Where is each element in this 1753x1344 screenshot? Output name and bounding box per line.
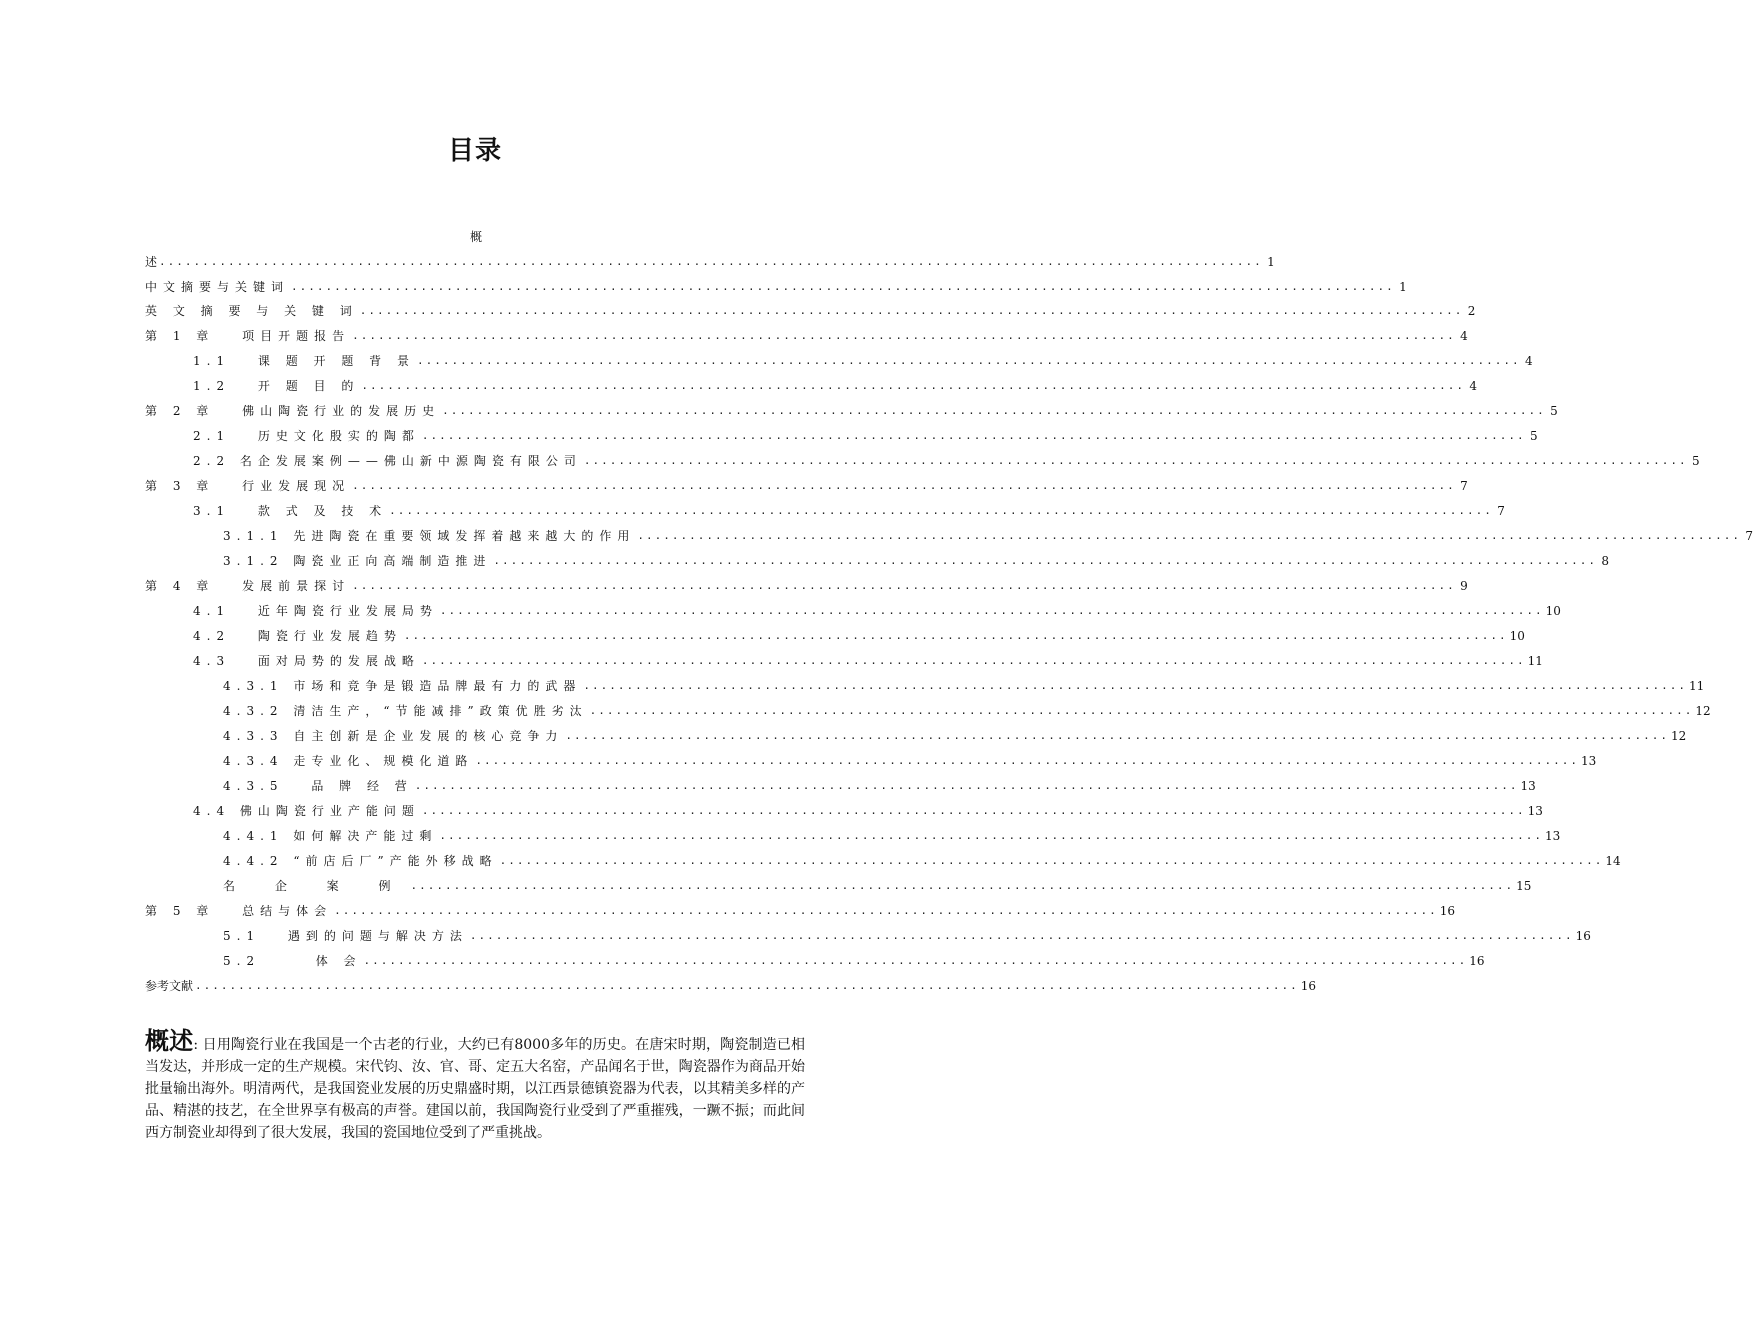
toc-leader: ................................................................................................................................ (352, 479, 1456, 492)
toc-entry[interactable] (223, 527, 1753, 545)
toc-entry-label: 5.2 体 会 (223, 954, 362, 968)
toc-entry-page: 1 (1267, 255, 1275, 269)
toc-entry-page: 13 (1527, 804, 1543, 818)
toc-entry-label: 2.1 历史文化殷实的陶都 (193, 429, 420, 443)
toc-entry-page: 10 (1545, 604, 1561, 618)
toc-leader: ................................................................................................................................ (389, 504, 1493, 517)
toc-entry-label: 4.3.2 清洁生产，“节能减排”政策优胜劣汰 (223, 704, 588, 718)
toc-entry-page: 13 (1581, 754, 1597, 768)
toc-entry-label: 4.4 佛山陶瓷行业产能问题 (193, 804, 420, 818)
toc-leader: ................................................................................................................................ (363, 954, 1468, 967)
toc-entry-page: 16 (1575, 929, 1591, 943)
toc-entry-label: 2.2 名企发展案例——佛山新中源陶瓷有限公司 (193, 454, 582, 468)
toc-entry[interactable] (145, 327, 1468, 345)
toc-entry-label: 名 企 案 例 (223, 879, 409, 893)
toc-leader: ................................................................................................................................ (361, 379, 1466, 392)
toc-entry-page: 5 (1529, 429, 1538, 443)
toc-entry-page: 5 (1550, 404, 1558, 418)
overview-paragraph (145, 1027, 806, 1144)
toc-entry-label: 4.1 近年陶瓷行业发展局势 (193, 604, 438, 618)
toc-entry[interactable] (223, 827, 1561, 845)
toc-leader: ................................................................................................................................ (291, 280, 1395, 293)
toc-first-line: 概 (470, 230, 483, 244)
toc-leader: ................................................................................................................................ (334, 904, 1438, 917)
toc-entry-page: 16 (1300, 979, 1316, 993)
toc-entry-label: 第 4 章 发展前景探讨 (145, 579, 351, 593)
toc-entry[interactable] (193, 502, 1505, 520)
toc-leader: ................................................................................................................................ (499, 854, 1604, 867)
toc-entry-page: 1 (1399, 280, 1407, 294)
toc-entry-page: 8 (1601, 554, 1610, 568)
toc-entry-label: 4.4.1 如何解决产能过剩 (223, 829, 438, 843)
toc-entry-page: 12 (1695, 704, 1711, 718)
toc-entry[interactable] (223, 952, 1485, 970)
overview-text: : 日用陶瓷行业在我国是一个古老的行业，大约已有8000多年的历史。在唐宋时期，陶瓷制造已相当发达，并形成一定的生产规模。宋代钧、汝、官、哥、定五大名窑，产品闻名于世，陶瓷器作为商品开始批量输出海外。明清两代，是我国瓷业发展的历史鼎盛时期，以江西景德镇瓷器为代表，以其精美多样的产品、精湛的技艺，在全世界享有极高的声誉。建国以前，我国陶瓷行业受到了严重摧残，一蹶不振；而此间西方制瓷业却得到了很大发展，我国的瓷国地位受到了严重挑战。 (145, 1037, 806, 1141)
toc-entry-page: 7 (1497, 504, 1505, 518)
toc-leader: ................................................................................................................................ (159, 255, 1263, 268)
toc-leader: ................................................................................................................................ (403, 629, 1508, 642)
toc-entry[interactable] (223, 777, 1536, 795)
toc-entry[interactable] (193, 352, 1533, 370)
toc-entry[interactable] (145, 302, 1476, 320)
toc-entry-page: 10 (1509, 629, 1525, 643)
toc-entry-page: 15 (1516, 879, 1532, 893)
toc-leader: ................................................................................................................................ (442, 404, 1546, 417)
toc-entry[interactable] (193, 602, 1561, 620)
toc-entry-label: 5.1 遇到的问题与解决方法 (223, 929, 468, 943)
toc-leader: ................................................................................................................................ (475, 754, 1580, 767)
toc-entry-page: 14 (1605, 854, 1621, 868)
toc-entry-label: 第 3 章 行业发展现况 (145, 479, 351, 493)
toc-entry-label: 第 2 章 佛山陶瓷行业的发展历史 (145, 404, 441, 418)
toc-entry-page: 5 (1691, 454, 1700, 468)
toc-entry[interactable] (193, 802, 1543, 820)
toc-entry-page: 12 (1671, 729, 1687, 743)
toc-entry[interactable] (223, 877, 1532, 895)
toc-leader: ................................................................................................................................ (352, 329, 1456, 342)
toc-leader: ................................................................................................................................ (583, 454, 1688, 467)
toc-entry-label: 参考文献 (145, 979, 194, 993)
toc-entry[interactable] (223, 552, 1610, 570)
toc-leader: ................................................................................................................................ (421, 804, 1526, 817)
toc-entry[interactable] (223, 702, 1711, 720)
toc-leader: ................................................................................................................................ (583, 679, 1688, 692)
toc-entry-page: 9 (1460, 579, 1468, 593)
toc-entry-label: 3.1.1 先进陶瓷在重要领域发挥着越来越大的作用 (223, 529, 636, 543)
toc-entry-label: 4.3.5 品 牌 经 营 (223, 779, 413, 793)
toc-entry-label: 3.1.2 陶瓷业正向高端制造推进 (223, 554, 492, 568)
toc-entry-page: 7 (1460, 479, 1468, 493)
toc-entry-label: 3.1 款 式 及 技 术 (193, 504, 388, 518)
page-title: 目录 (447, 136, 502, 166)
toc-leader: ................................................................................................................................ (410, 879, 1515, 892)
toc-entry[interactable] (145, 977, 1316, 995)
toc-leader: ................................................................................................................................ (439, 604, 1544, 617)
toc-entry-label: 4.3.4 走专业化、规模化道路 (223, 754, 474, 768)
toc-entry-page: 4 (1469, 379, 1478, 393)
toc-entry[interactable] (145, 278, 1407, 296)
toc-leader: ................................................................................................................................ (637, 529, 1742, 542)
toc-leader: ................................................................................................................................ (414, 779, 1519, 792)
toc-entry-page: 11 (1527, 654, 1543, 668)
toc-entry[interactable] (193, 627, 1525, 645)
toc-entry-page: 2 (1467, 304, 1476, 318)
toc-entry[interactable] (193, 652, 1543, 670)
overview-heading: 概述 (145, 1027, 194, 1055)
toc-entry-label: 英 文 摘 要 与 关 键 词 (145, 304, 358, 318)
toc-entry-label: 4.4.2 “前店后厂”产能外移战略 (223, 854, 498, 868)
toc-entry[interactable] (223, 752, 1597, 770)
toc-entry-page: 4 (1525, 354, 1533, 368)
toc-entry-label: 4.3 面对局势的发展战略 (193, 654, 420, 668)
toc-entry-page: 13 (1545, 829, 1561, 843)
toc-entry-label: 1.1 课 题 开 题 背 景 (193, 354, 415, 368)
toc-entry-label: 第 1 章 项目开题报告 (145, 329, 351, 343)
overview-section (145, 1027, 806, 1144)
toc-entry-label: 1.2 开 题 目 的 (193, 379, 360, 393)
toc-entry-page: 11 (1689, 679, 1705, 693)
toc-entry[interactable] (193, 452, 1700, 470)
toc-entry[interactable] (145, 477, 1468, 495)
toc-entry-label: 4.3.1 市场和竞争是锻造品牌最有力的武器 (223, 679, 582, 693)
toc-entry-label: 第 5 章 总结与体会 (145, 904, 333, 918)
toc-leader: ................................................................................................................................ (469, 929, 1574, 942)
toc-entry-page: 7 (1745, 529, 1753, 543)
toc-leader: ................................................................................................................................ (421, 429, 1526, 442)
toc-entry-label: 4.2 陶瓷行业发展趋势 (193, 629, 402, 643)
toc-entry[interactable] (193, 377, 1478, 395)
toc-entry[interactable] (223, 852, 1621, 870)
toc-entry[interactable] (145, 253, 1275, 271)
toc-leader: ................................................................................................................................ (493, 554, 1598, 567)
toc-entry[interactable] (145, 902, 1456, 920)
toc-entry-page: 16 (1439, 904, 1456, 918)
toc-entry[interactable] (223, 677, 1705, 695)
toc-leader: ................................................................................................................................ (589, 704, 1694, 717)
toc-entry[interactable] (223, 927, 1591, 945)
toc-entry-label: 4.3.3 自主创新是企业发展的核心竞争力 (223, 729, 564, 743)
toc-entry-page: 16 (1469, 954, 1485, 968)
toc-leader: ................................................................................................................................ (352, 579, 1456, 592)
toc-entry-page: 13 (1520, 779, 1536, 793)
toc-leader: ................................................................................................................................ (359, 304, 1464, 317)
toc-leader: ................................................................................................................................ (416, 354, 1521, 367)
toc-entry-page: 4 (1460, 329, 1468, 343)
toc-entry[interactable] (145, 577, 1468, 595)
toc-leader: ................................................................................................................................ (565, 729, 1670, 742)
toc-entry-label: 中文摘要与关键词 (145, 280, 290, 294)
toc-entry-label: 述 (145, 255, 158, 269)
toc-entry[interactable] (193, 427, 1538, 445)
toc-entry[interactable] (223, 727, 1687, 745)
toc-entry[interactable] (145, 402, 1558, 420)
toc-leader: ................................................................................................................................ (195, 979, 1299, 992)
toc-leader: ................................................................................................................................ (439, 829, 1544, 842)
toc-leader: ................................................................................................................................ (421, 654, 1526, 667)
